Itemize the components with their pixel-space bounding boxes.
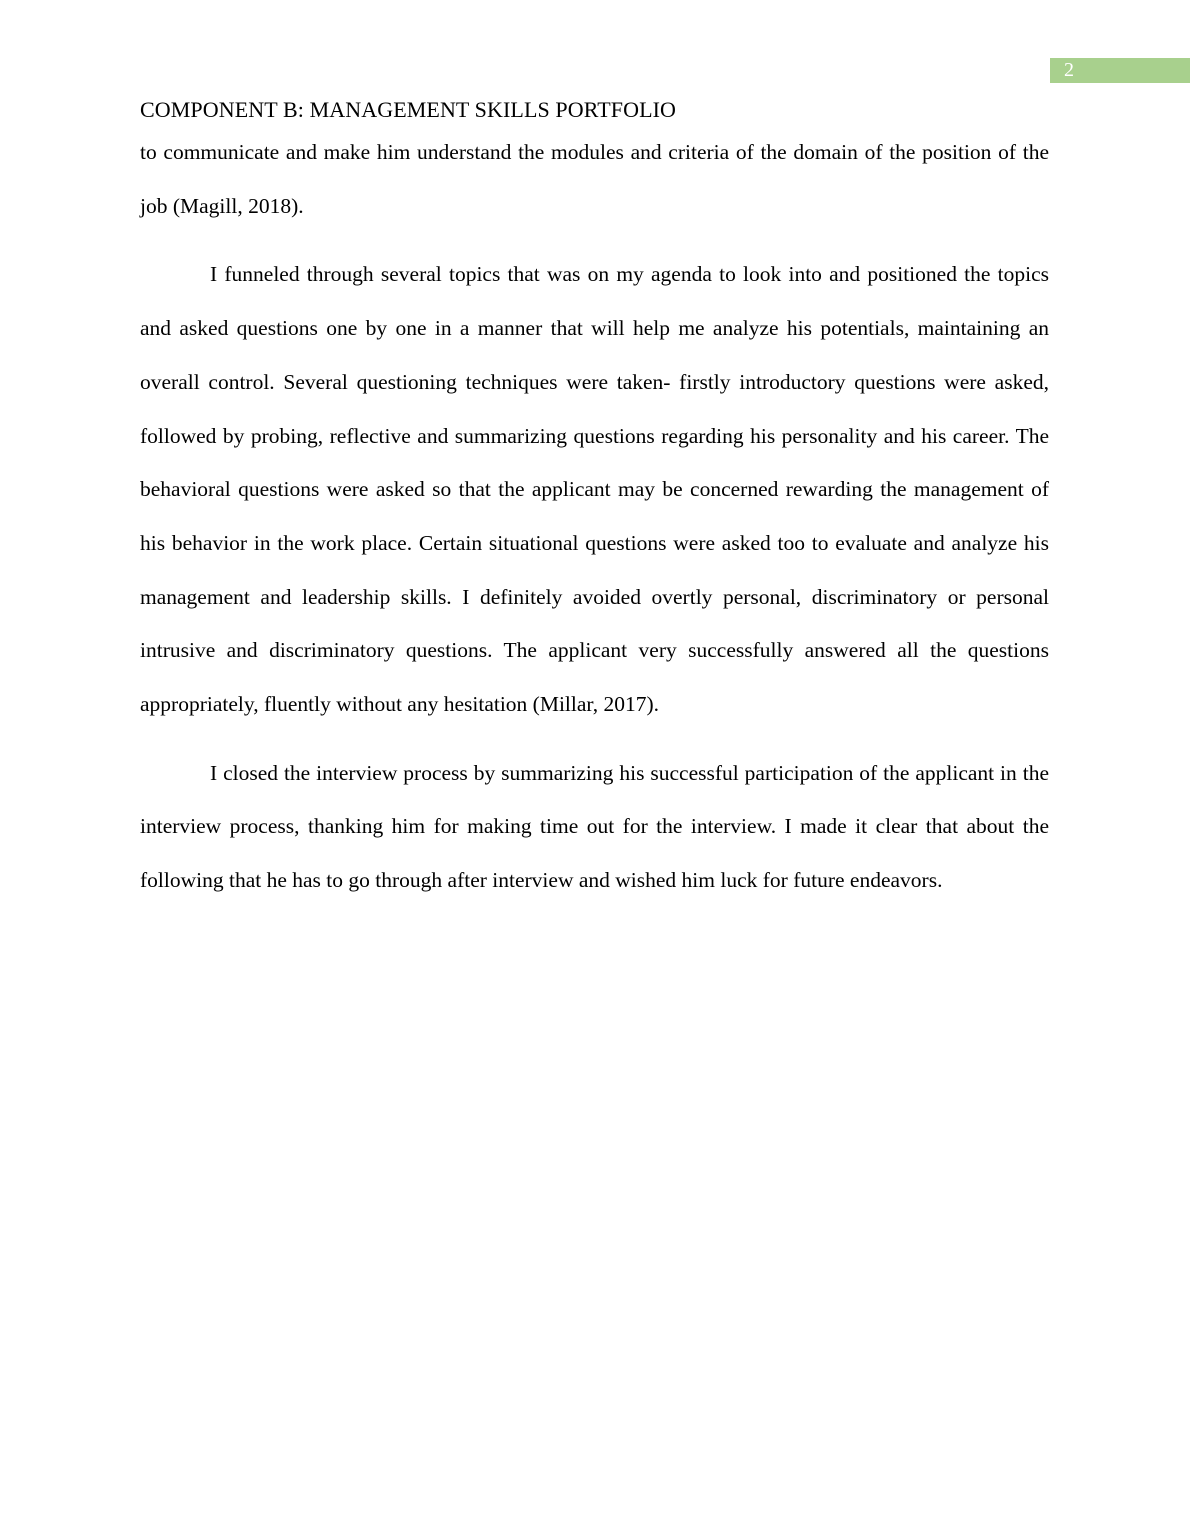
page-number-bar [1050,58,1190,83]
paragraph: I closed the interview process by summarizing his successful participation of the applicant in the interview process, thanking him for making time out for the interview. I made it clear that about the following that he has to go through after interview and wished him luck for future endeavors. [140,760,1049,893]
paragraph: to communicate and make him understand the modules and criteria of the domain of the position of the job (Magill, 2018). [140,140,1049,218]
running-head: COMPONENT B: MANAGEMENT SKILLS PORTFOLIO [140,97,677,122]
page-number: 2 [1064,59,1074,81]
document-body [140,126,1049,923]
paragraph: I funneled through several topics that was on my agenda to look into and positioned the topics and asked questions one by one in a manner that will help me analyze his potentials, maintaining an overall control. Several questioning techniques were taken- firstly introductory questions were asked, followed by probing, reflective and summarizing questions regarding his personality and his career. The behavioral questions were asked so that the applicant may be concerned rewarding the management of his behavior in the work place. Certain situational questions were asked too to evaluate and analyze his management and leadership skills. I definitely avoided overtly personal, discriminatory or personal intrusive and discriminatory questions. The applicant very successfully answered all the questions appropriately, fluently without any hesitation (Millar, 2017). [140,262,1049,717]
